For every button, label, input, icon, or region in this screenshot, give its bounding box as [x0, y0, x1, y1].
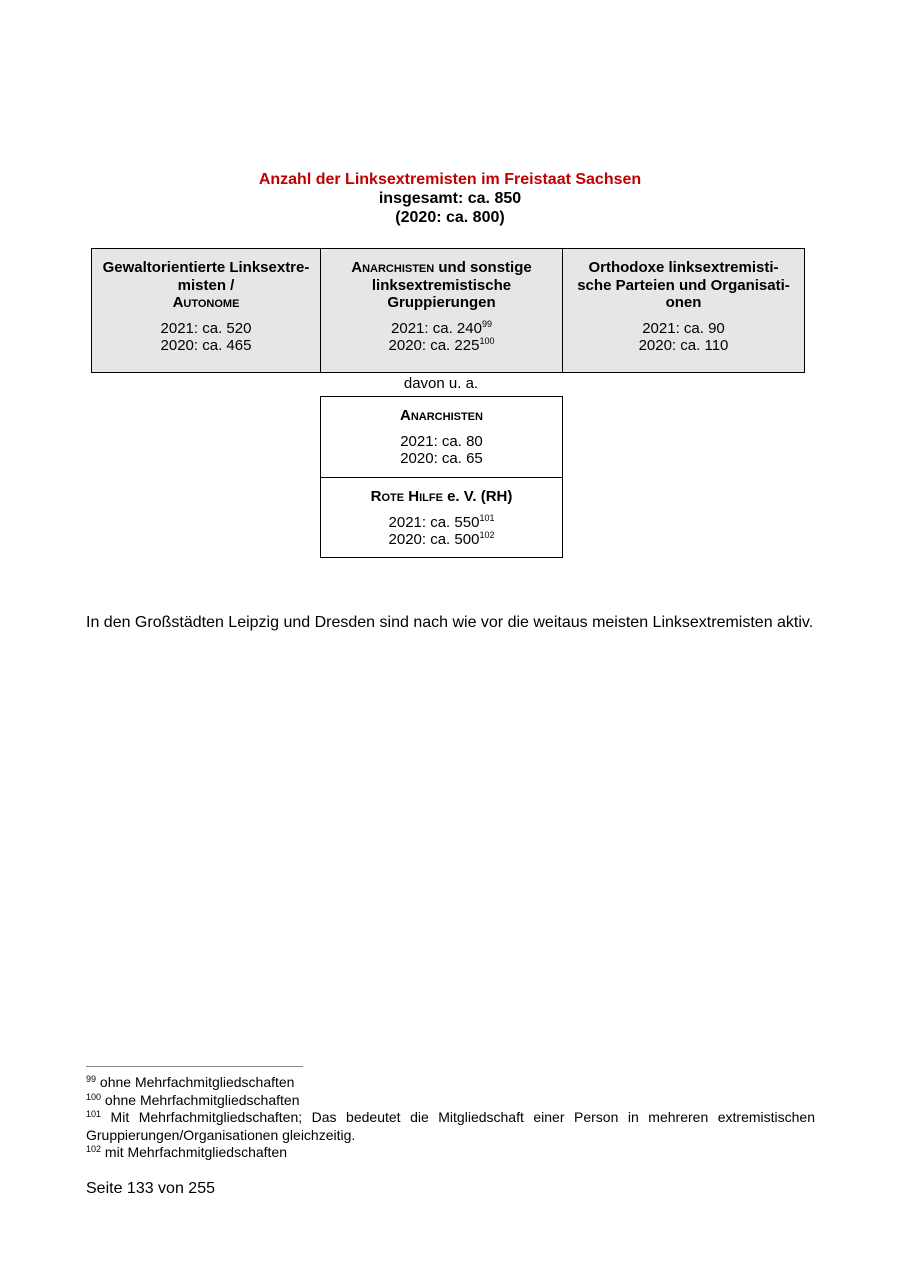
footnote-divider	[86, 1066, 303, 1067]
box-autonome-heading: Gewaltorientierte Linksextre- misten / Autonome	[102, 259, 310, 311]
page-number: Seite 133 von 255	[86, 1180, 215, 1197]
box-anarchisten-values: 2021: ca. 80 2020: ca. 65	[400, 432, 483, 467]
box-rote-hilfe	[320, 477, 563, 558]
footnote-100: $^{100}$ ohne Mehrfachmitgliedschaften	[86, 1091, 300, 1108]
footnotes	[86, 1074, 815, 1162]
box-anarchisten-sonstige	[320, 248, 563, 373]
davon-label: davon u. a.	[403, 375, 479, 392]
box-rote-hilfe-heading: Rote Hilfe e. V. (RH)	[370, 488, 513, 505]
title-line1: Anzahl der Linksextremisten im Freistaat Sachsen	[258, 171, 642, 188]
box-anarchisten-heading: Anarchisten	[400, 407, 483, 424]
footnote-99: $^{99}$ ohne Mehrfachmitgliedschaften	[86, 1074, 295, 1090]
footnote-ref-102[interactable]: 102	[479, 530, 495, 540]
box-anarchisten-sonstige-values: 2021: ca. $240^{99}$ 2020: ca. $225^{100}$	[388, 318, 495, 354]
box-rote-hilfe-values: 2021: ca. $550^{101}$ 2020: ca. $500^{102}$	[388, 512, 495, 548]
footnote-ref-101[interactable]: 101	[479, 512, 495, 523]
box-anarchisten	[320, 396, 563, 478]
footnote-ref-100[interactable]: 100	[479, 336, 495, 346]
footnote-101: $^{101}$ Mit Mehrfachmitgliedschaften; Das bedeutet die Mitgliedschaft einer Person in mehreren extremistischen Gruppierungen/Organisationen gleichzeitig.	[86, 1109, 815, 1143]
footnote-ref-99[interactable]: 99	[481, 318, 492, 329]
body-paragraph: In den Großstädten Leipzig und Dresden sind nach wie vor die weitaus meisten Linksextremisten aktiv.	[86, 614, 814, 631]
footnote-102: $^{102}$ mit Mehrfachmitgliedschaften	[86, 1144, 287, 1160]
box-orthodoxe-heading: Orthodoxe linksextremisti- sche Parteien und Organisati- onen	[577, 259, 790, 311]
box-orthodoxe	[562, 248, 805, 373]
title-line2: insgesamt: ca. 850	[378, 190, 522, 207]
chart-title	[0, 170, 900, 227]
box-autonome	[91, 248, 321, 373]
title-line3: (2020: ca. 800)	[395, 209, 505, 226]
box-autonome-values: 2021: ca. 520 2020: ca. 465	[160, 319, 252, 354]
box-anarchisten-sonstige-heading: Anarchisten und sonstige linksextremistische Gruppierungen	[351, 259, 532, 311]
box-orthodoxe-values: 2021: ca. 90 2020: ca. 110	[638, 319, 729, 354]
